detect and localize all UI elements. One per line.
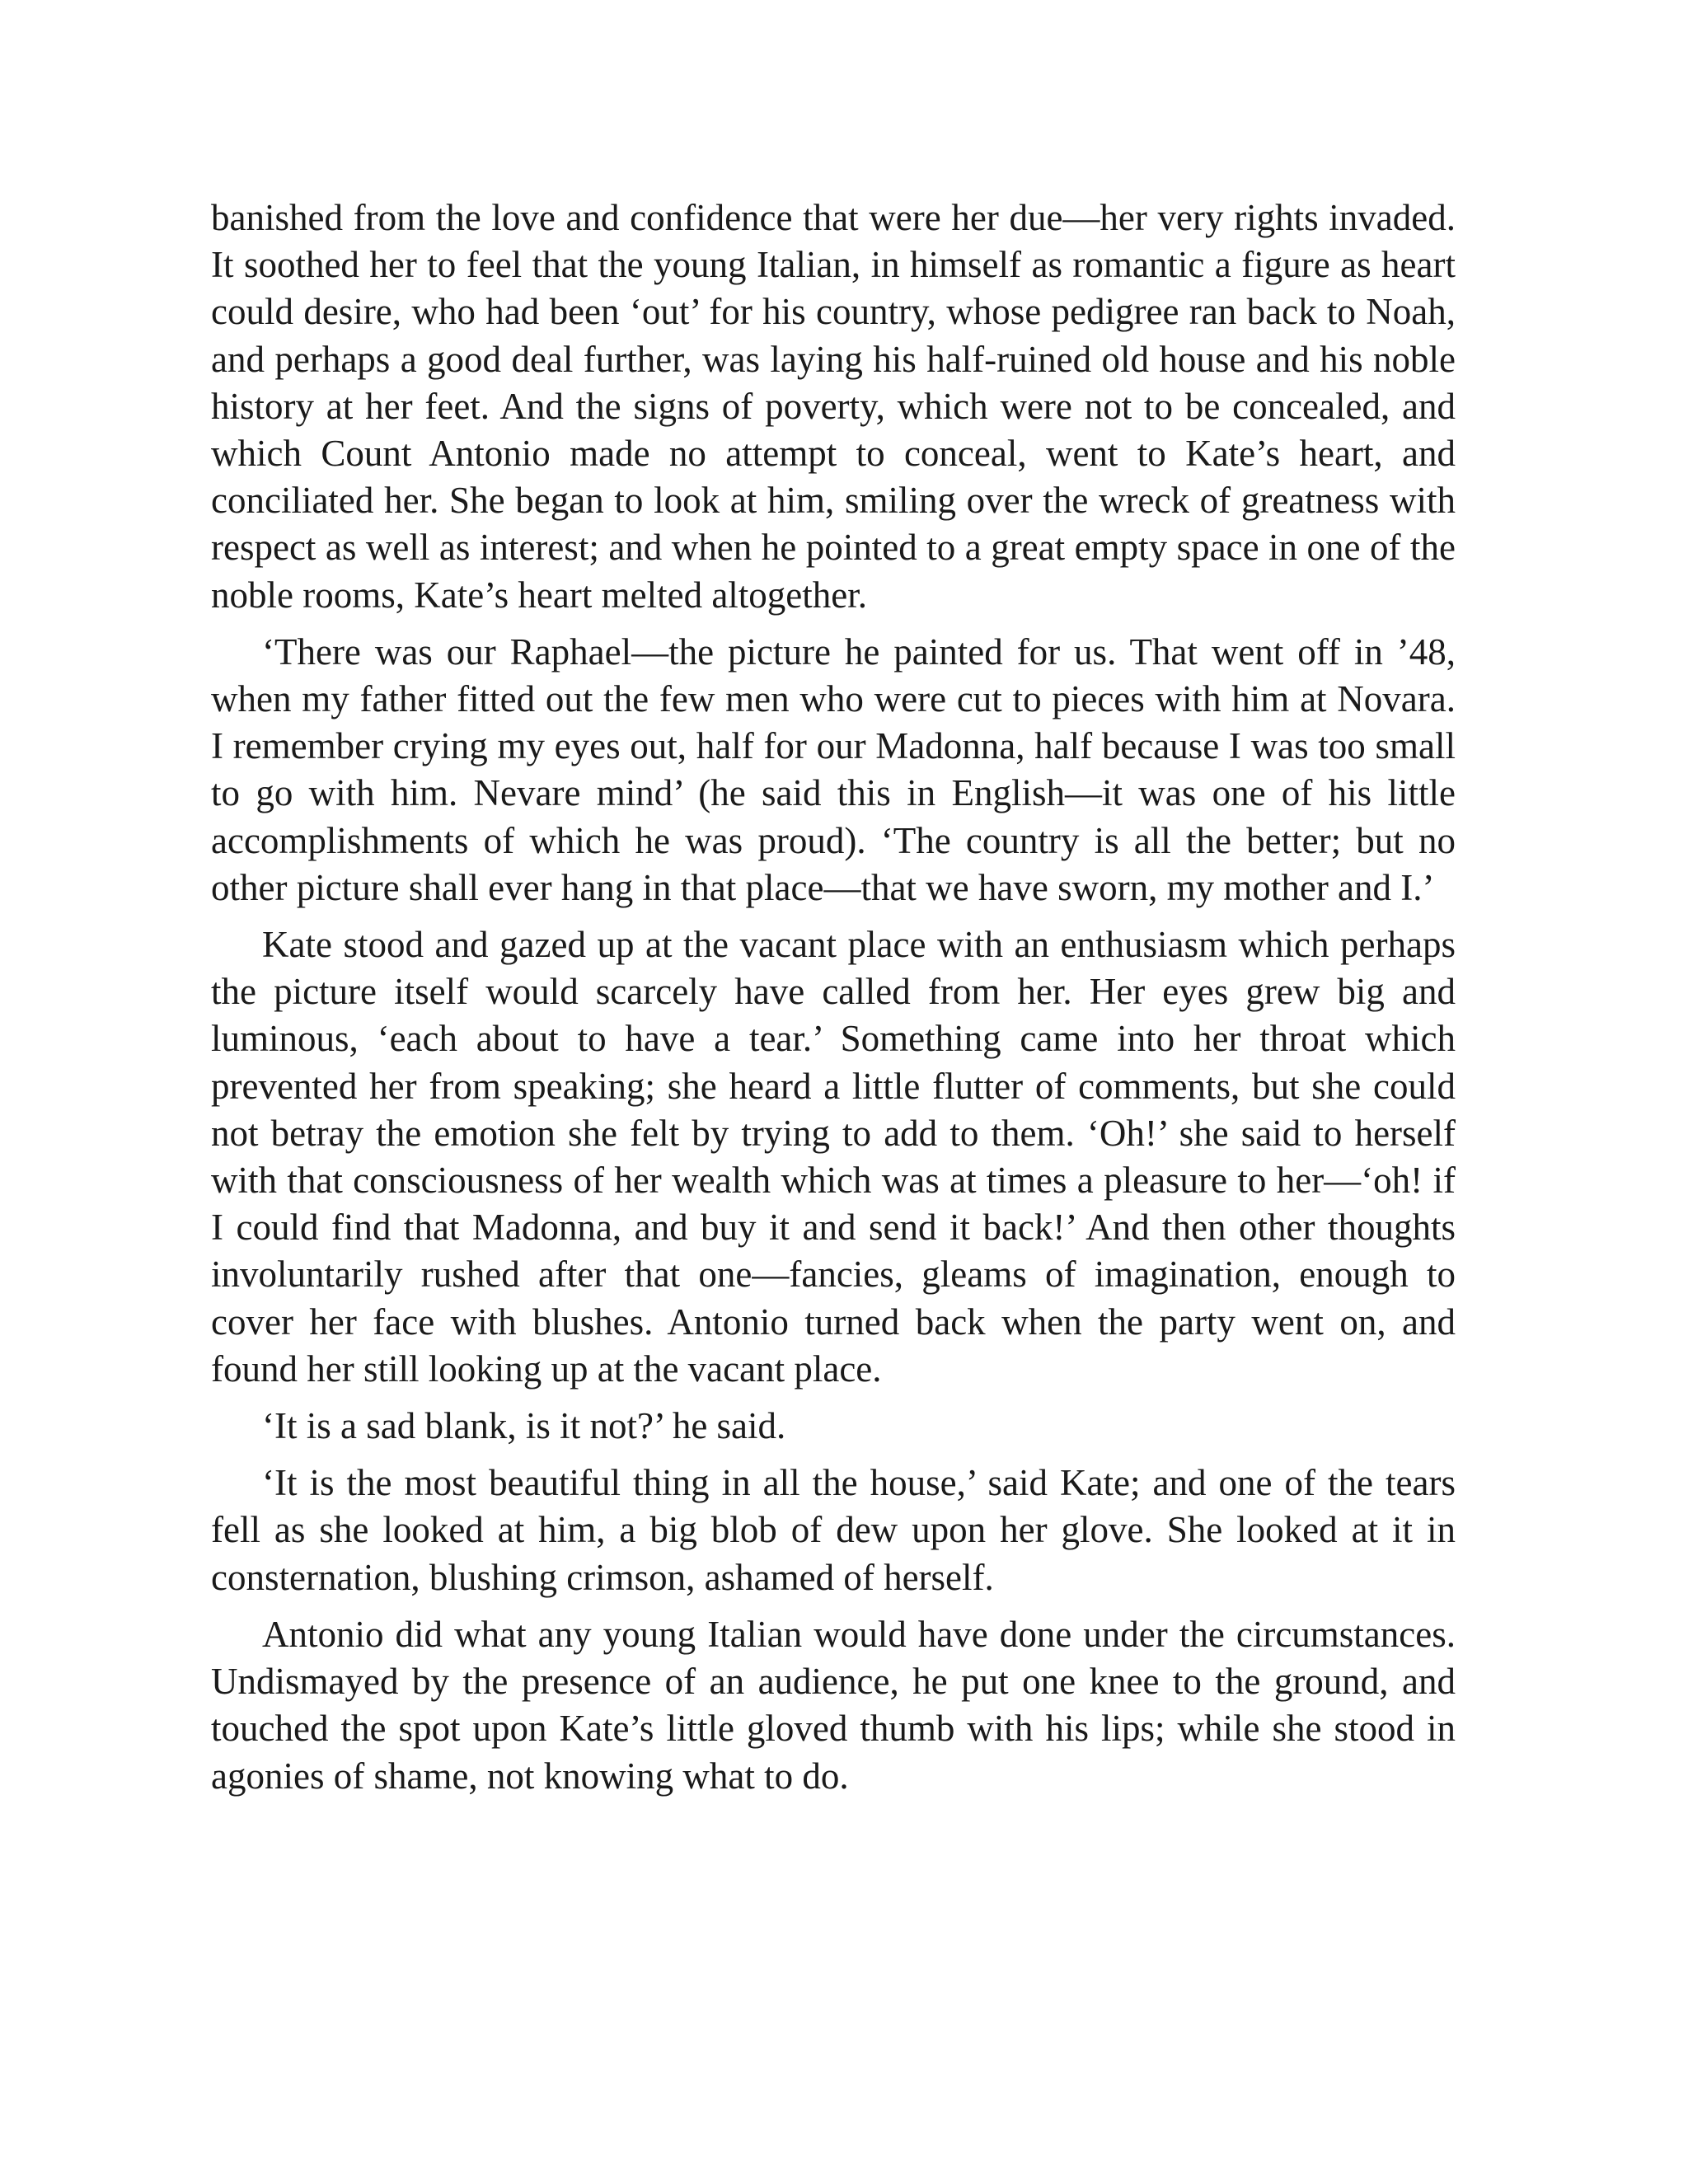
paragraph: ‘There was our Raphael—the picture he painted for us. That went off in ’48, when my father fitted out the few men who were cut to pieces with him at Novara. I remember crying my eyes out, half for our Madonna, half because I was too small to go with him. Nevare mind’ (he said this in English—it was one of his little accomplishments of which he was proud). ‘The country is all the better; but no other picture shall ever hang in that place—that we have sworn, my mother and I.’	[211, 630, 1456, 908]
paragraph: ‘It is a sad blank, is it not?’ he said.	[262, 1405, 786, 1447]
paragraph: banished from the love and confidence that were her due—her very rights invaded. It soothed her to feel that the young Italian, in himself as romantic a figure as heart could desire, who had been ‘out’ for his country, whose pedigree ran back to Noah, and perhaps a good deal further, was laying his half-ruined old house and his noble history at her feet. And the signs of poverty, which were not to be concealed, and which Count Antonio made no attempt to conceal, went to Kate’s heart, and conciliated her. She began to look at him, smiling over the wreck of greatness with respect as well as interest; and when he pointed to a great empty space in one of the noble rooms, Kate’s heart melted altogether.	[211, 197, 1456, 616]
paragraph: Kate stood and gazed up at the vacant place with an enthusiasm which perhaps the picture itself would scarcely have called from her. Her eyes grew big and luminous, ‘each about to have a tear.’ Something came into her throat which prevented her from speaking; she heard a little flutter of comments, but she could not betray the emotion she felt by trying to add to them. ‘Oh!’ she said to herself with that consciousness of her wealth which was at times a pleasure to her—‘oh! if I could find that Madonna, and buy it and send it back!’ And then other thoughts involuntarily rushed after that one—fancies, gleams of imagination, enough to cover her face with blushes. Antonio turned back when the party went on, and found her still looking up at the vacant place.	[211, 924, 1456, 1390]
paragraph: Antonio did what any young Italian would have done under the circumstances. Undismayed by the presence of an audience, he put one knee to the ground, and touched the spot upon Kate’s little gloved thumb with his lips; while she stood in agonies of shame, not knowing what to do.	[211, 1613, 1456, 1797]
paragraph: ‘It is the most beautiful thing in all the house,’ said Kate; and one of the tears fell as she looked at him, a big blob of dew upon her glove. She looked at it in consternation, blushing crimson, ashamed of herself.	[211, 1462, 1456, 1598]
page-body-text	[211, 194, 1456, 1810]
